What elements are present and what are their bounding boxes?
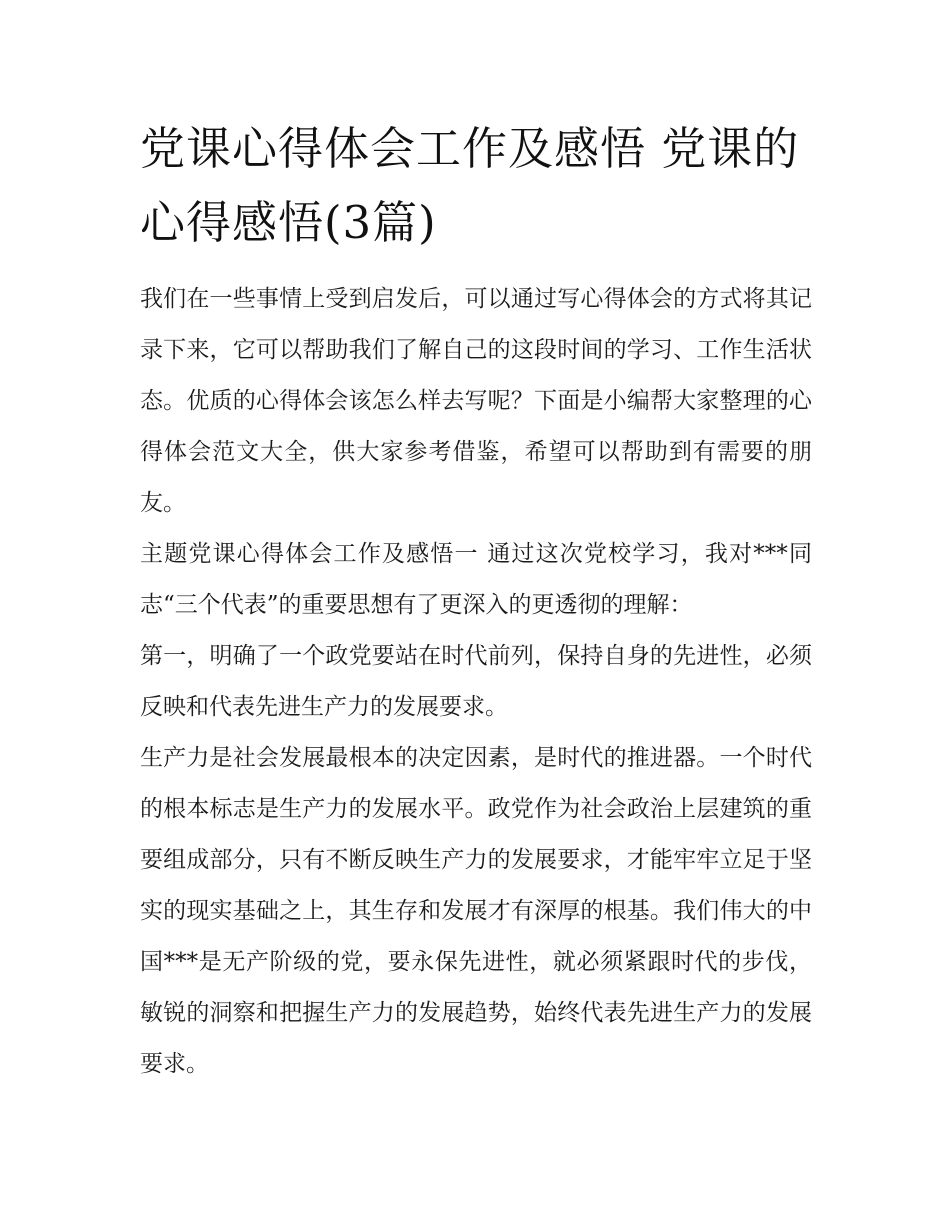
paragraph-productivity: 生产力是社会发展最根本的决定因素，是时代的推进器。一个时代的根本标志是生产力的发展水平。政党作为社会政治上层建筑的重要组成部分，只有不断反映生产力的发展要求，才能牢牢立足于坚实的现实基础之上，其生存和发展才有深厚的根基。我们伟大的中国***是无产阶级的党，要永保先进性，就必须紧跟时代的步伐，敏锐的洞察和把握生产力的发展趋势，始终代表先进生产力的发展要求。 [140, 745, 812, 1077]
paragraph-section-one-intro: 主题党课心得体会工作及感悟一 通过这次党校学习，我对***同志“三个代表”的重要思想有了更深入的更透彻的理解： [140, 541, 812, 618]
paragraph-point-one: 第一，明确了一个政党要站在时代前列，保持自身的先进性，必须反映和代表先进生产力的发展要求。 [140, 643, 812, 720]
document-title: 党课心得体会工作及感悟 党课的心得感悟(3篇) [140, 122, 800, 249]
paragraph-intro: 我们在一些事情上受到启发后，可以通过写心得体会的方式将其记录下来，它可以帮助我们了解自己的这段时间的学习、工作生活状态。优质的心得体会该怎么样去写呢？下面是小编帮大家整理的心得体会范文大全，供大家参考借鉴，希望可以帮助到有需要的朋友。 [140, 286, 812, 516]
document-page [140, 112, 812, 1090]
